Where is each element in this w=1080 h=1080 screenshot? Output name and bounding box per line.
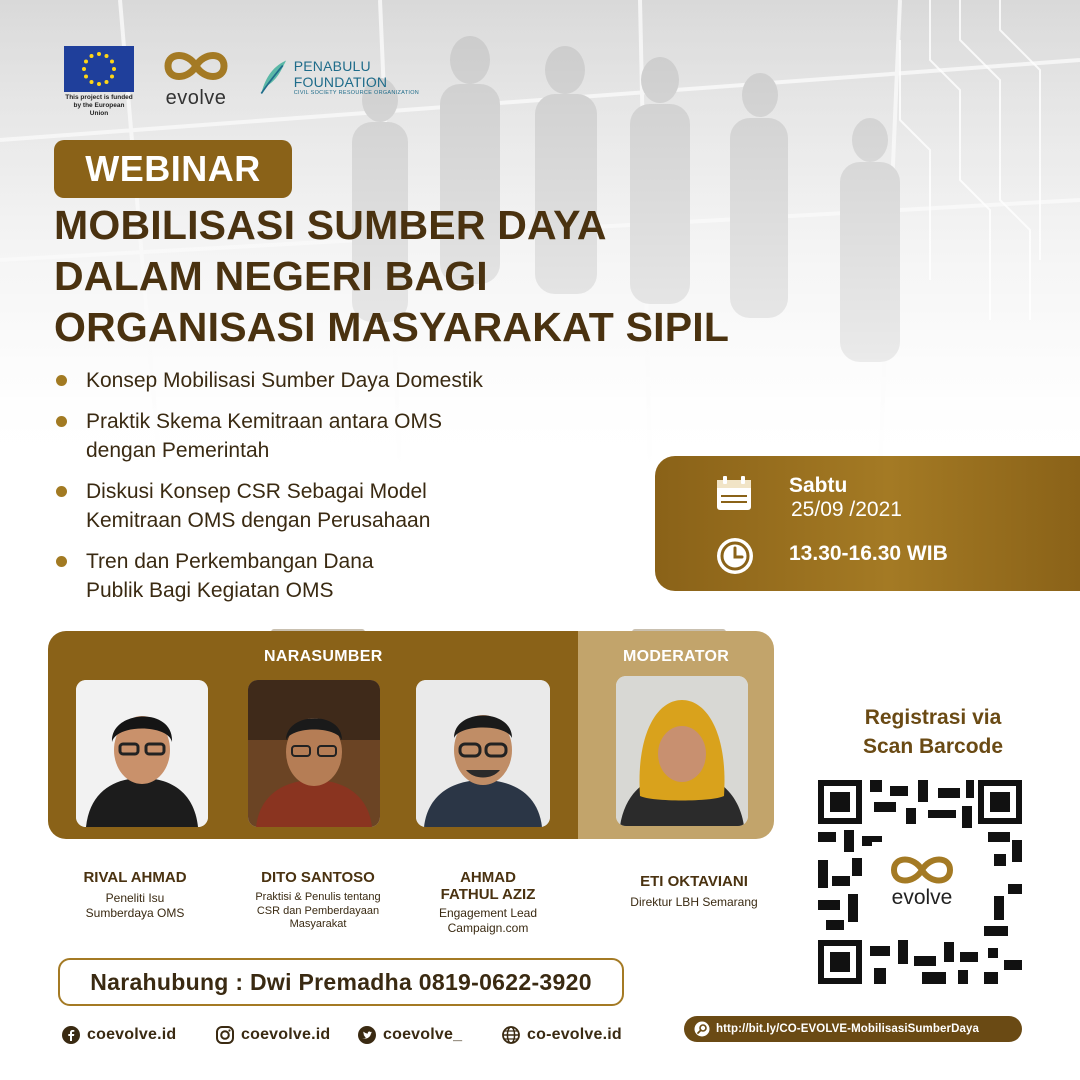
registration-link[interactable] (684, 1016, 1022, 1042)
registration-line: Registrasi via (864, 706, 1002, 729)
speaker-photo-dito (248, 680, 380, 827)
moderator-name: ETI OKTAVIANI (640, 873, 748, 890)
feather-icon (258, 55, 288, 99)
event-date: 25/09 /2021 (791, 498, 902, 521)
infinity-icon (158, 46, 234, 86)
social-instagram[interactable] (216, 1026, 330, 1044)
moderator-panel (578, 631, 774, 839)
moderator-title: MODERATOR (623, 648, 730, 665)
bullet-dot-icon (56, 375, 67, 386)
narasumber-panel (48, 631, 588, 839)
topic-text: dengan Pemerintah (86, 439, 270, 462)
speaker-role-line: Sumberdaya OMS (85, 906, 185, 920)
topic-text: Kemitraan OMS dengan Perusahaan (86, 509, 431, 532)
schedule-panel (655, 456, 1080, 591)
event-title (54, 200, 854, 353)
penabulu-name: PENABULU FOUNDATION (293, 58, 388, 90)
penabulu-subtitle: CIVIL SOCIETY RESOURCE ORGANIZATION (293, 90, 420, 96)
speaker-role-line: Engagement Lead (438, 906, 538, 920)
event-time: 13.30-16.30 WIB (789, 542, 948, 565)
speaker-name: DITO SANTOSO (261, 869, 375, 886)
event-title-line: DALAM NEGERI BAGI (54, 253, 488, 299)
clock-icon (715, 536, 755, 576)
instagram-handle: coevolve.id (241, 1026, 331, 1043)
bullet-dot-icon (56, 486, 67, 497)
speaker-name: RIVAL AHMAD (83, 869, 187, 886)
speaker-name (412, 869, 564, 903)
speaker-role-line: CSR dan Pemberdayaan (256, 904, 380, 917)
twitter-handle: coevolve_ (383, 1026, 463, 1043)
topic-text: Tren dan Perkembangan Dana (86, 550, 374, 573)
speaker-name-line: FATHUL AZIZ (440, 886, 536, 903)
eu-caption: This project is funded by the European Union (65, 94, 133, 117)
qr-logo-word: evolve (891, 886, 953, 909)
facebook-handle: coevolve.id (87, 1026, 177, 1043)
contact-person: Narahubung : Dwi Premadha 0819-0622-3920 (58, 958, 624, 1006)
topic-text: Praktik Skema Kemitraan antara OMS (86, 410, 442, 433)
speaker-role (412, 906, 564, 936)
speaker-role-line: Praktisi & Penulis tentang (255, 891, 381, 903)
evolve-logo (156, 46, 236, 108)
topic-list (56, 366, 616, 617)
event-title-line: ORGANISASI MASYARAKAT SIPIL (54, 304, 730, 350)
topic-item (56, 407, 616, 465)
topic-item (56, 547, 616, 605)
instagram-icon (216, 1026, 234, 1044)
speaker-role-line: Campaign.com (447, 921, 529, 935)
facebook-icon (62, 1026, 80, 1044)
speaker-photo-ahmad (416, 680, 550, 827)
moderator-photo (616, 676, 748, 826)
eu-flag-icon (64, 46, 134, 92)
speaker-name-line: AHMAD (460, 869, 516, 886)
topic-text: Diskusi Konsep CSR Sebagai Model (86, 480, 427, 503)
search-icon (694, 1021, 710, 1037)
topic-item (56, 366, 616, 395)
social-facebook[interactable] (62, 1026, 176, 1044)
eu-logo (64, 46, 134, 117)
speaker-role-line: Masyarakat (289, 918, 347, 930)
bullet-dot-icon (56, 556, 67, 567)
penabulu-logo (258, 54, 438, 100)
topic-text: Konsep Mobilisasi Sumber Daya Domestik (86, 369, 483, 392)
narasumber-title: NARASUMBER (264, 648, 383, 665)
globe-icon (502, 1026, 520, 1044)
evolve-wordmark: evolve (165, 87, 227, 109)
website-handle: co-evolve.id (527, 1026, 622, 1043)
event-title-line: MOBILISASI SUMBER DAYA (54, 202, 607, 248)
social-website[interactable] (502, 1026, 622, 1044)
social-twitter[interactable] (358, 1026, 462, 1044)
twitter-icon (358, 1026, 376, 1044)
speaker-role (60, 891, 210, 921)
webinar-badge: WEBINAR (54, 140, 292, 198)
registration-line: Scan Barcode (862, 735, 1004, 758)
registration-label (800, 703, 1066, 761)
moderator-role: Direktur LBH Semarang (630, 895, 758, 909)
topic-item (56, 477, 616, 535)
speaker-photo-rival (76, 680, 208, 827)
calendar-icon (713, 474, 755, 514)
registration-qr-code[interactable] (818, 780, 1022, 984)
speaker-role-line: Peneliti Isu (105, 891, 165, 905)
bullet-dot-icon (56, 416, 67, 427)
event-day: Sabtu (789, 474, 848, 497)
topic-text: Publik Bagi Kegiatan OMS (86, 579, 334, 602)
registration-url: http://bit.ly/CO-EVOLVE-MobilisasiSumberDaya (716, 1023, 979, 1035)
speaker-role (236, 891, 400, 932)
